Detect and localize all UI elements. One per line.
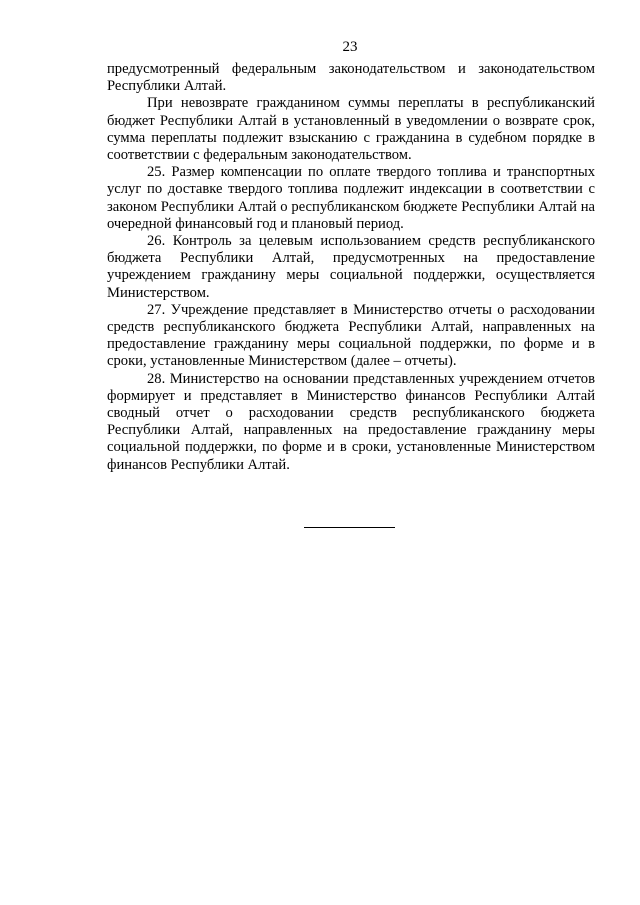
paragraph-26-control: 26. Контроль за целевым использованием средств республиканского бюджета Республики Алтай, предусмотренных на предоставление учреждением гражданину меры социальной поддержки, осуществляется Министерством.: [107, 233, 595, 301]
paragraph-continuation: предусмотренный федеральным законодательством и законодательством Республики Алтай.: [107, 61, 595, 95]
page-number: 23: [342, 39, 358, 55]
paragraph-25-indexation: 25. Размер компенсации по оплате твердого топлива и транспортных услуг по доставке твердого топлива подлежит индексации в соответствии с законом Республики Алтай о республиканском бюджете Республики Алтай на очередной финансовый год и плановый период.: [107, 164, 595, 232]
paragraph-28-summary-report: 28. Министерство на основании представленных учреждением отчетов формирует и представляет в Министерство финансов Республики Алтай сводный отчет о расходовании средств республиканского бюджета Республики Алтай, направленных на предоставление гражданину меры социальной поддержки, по форме и в сроки, установленные Министерством финансов Республики Алтай.: [107, 370, 595, 473]
paragraph-overpayment-recovery: При невозврате гражданином суммы переплаты в республиканский бюджет Республики Алтай в установленный в уведомлении о возврате срок, сумма переплаты подлежит взысканию с гражданина в судебном порядке в соответствии с федеральным законодательством.: [107, 95, 595, 164]
document-body: [107, 61, 595, 474]
end-of-document-line: [304, 527, 395, 528]
paragraph-27-reports: 27. Учреждение представляет в Министерство отчеты о расходовании средств республиканского бюджета Республики Алтай, направленных на предоставление гражданину меры социальной поддержки, по форме и в сроки, установленные Министерством (далее – отчеты).: [107, 301, 595, 370]
